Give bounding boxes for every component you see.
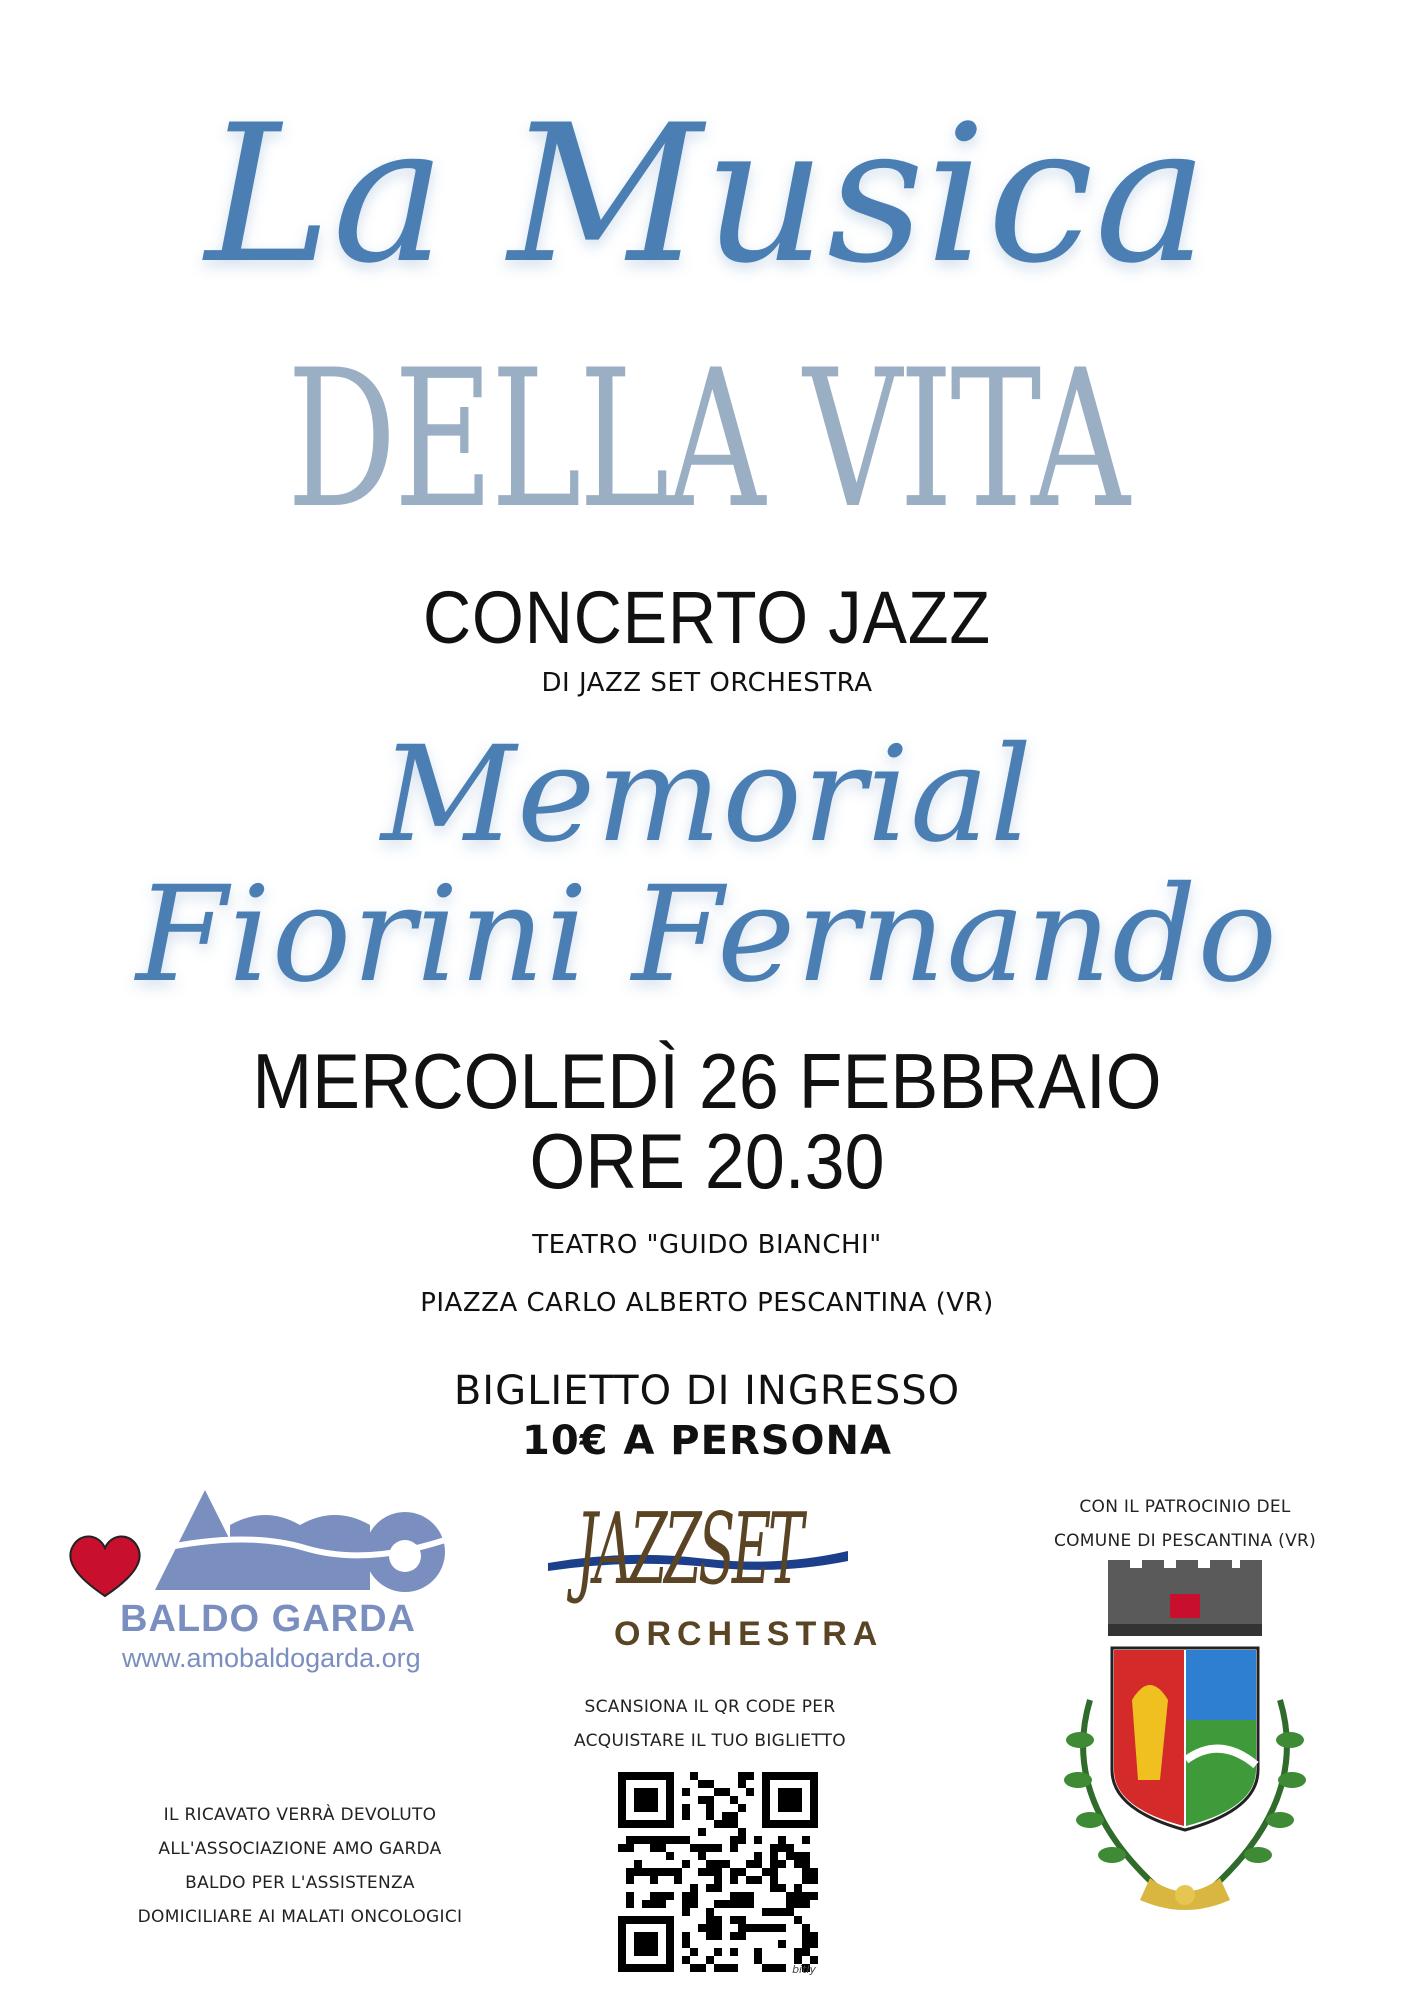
bitly-label: bitly <box>792 1963 816 1976</box>
proceeds-line-2: ALL'ASSOCIAZIONE AMO GARDA <box>158 1839 442 1859</box>
qr-code-image <box>618 1772 818 1972</box>
address: PIAZZA CARLO ALBERTO PESCANTINA (VR) <box>420 1288 994 1318</box>
qr-caption-line-1: SCANSIONA IL QR CODE PER <box>584 1697 836 1717</box>
memorial-line-2: Fiorini Fernando <box>135 858 1279 1012</box>
ticket-price: 10€ A PERSONA <box>522 1418 892 1464</box>
jazzset-sub: ORCHESTRA <box>614 1615 884 1653</box>
title-line-2: DELLA VITA <box>286 329 1128 550</box>
jazzset-orchestra-logo <box>548 1493 884 1665</box>
proceeds-note <box>80 1798 520 1934</box>
amo-name: BALDO GARDA <box>120 1598 416 1640</box>
proceeds-line-4: DOMICILIARE AI MALATI ONCOLOGICI <box>137 1907 463 1927</box>
patronage-text <box>1030 1490 1340 1558</box>
amo-url: www.amobaldogarda.org <box>122 1643 421 1673</box>
heart-icon <box>65 1530 145 1600</box>
qr-caption <box>520 1690 900 1758</box>
memorial-line-1: Memorial <box>380 718 1034 872</box>
comune-crest <box>1050 1560 1320 1980</box>
proceeds-line-1: IL RICAVATO VERRÀ DEVOLUTO <box>163 1805 437 1825</box>
crest-icon <box>1050 1560 1320 1980</box>
ticket-label: BIGLIETTO DI INGRESSO <box>453 1368 961 1414</box>
amo-baldo-garda-logo <box>65 1490 445 1690</box>
qr-code[interactable] <box>618 1772 818 1976</box>
proceeds-line-3: BALDO PER L'ASSISTENZA <box>185 1873 415 1893</box>
event-date: MERCOLEDÌ 26 FEBBRAIO <box>252 1037 1162 1125</box>
performer: DI JAZZ SET ORCHESTRA <box>541 668 873 698</box>
qr-caption-line-2: ACQUISTARE IL TUO BIGLIETTO <box>573 1731 846 1751</box>
patronage-line-1: CON IL PATROCINIO DEL <box>1079 1497 1291 1517</box>
event-time: ORE 20.30 <box>529 1117 885 1205</box>
venue: TEATRO "GUIDO BIANCHI" <box>532 1230 882 1260</box>
patronage-line-2: COMUNE DI PESCANTINA (VR) <box>1053 1531 1317 1551</box>
title-line-1: La Musica <box>205 84 1209 305</box>
subtitle: CONCERTO JAZZ <box>423 576 991 659</box>
jazzset-word: JAZZSET <box>576 1493 801 1607</box>
